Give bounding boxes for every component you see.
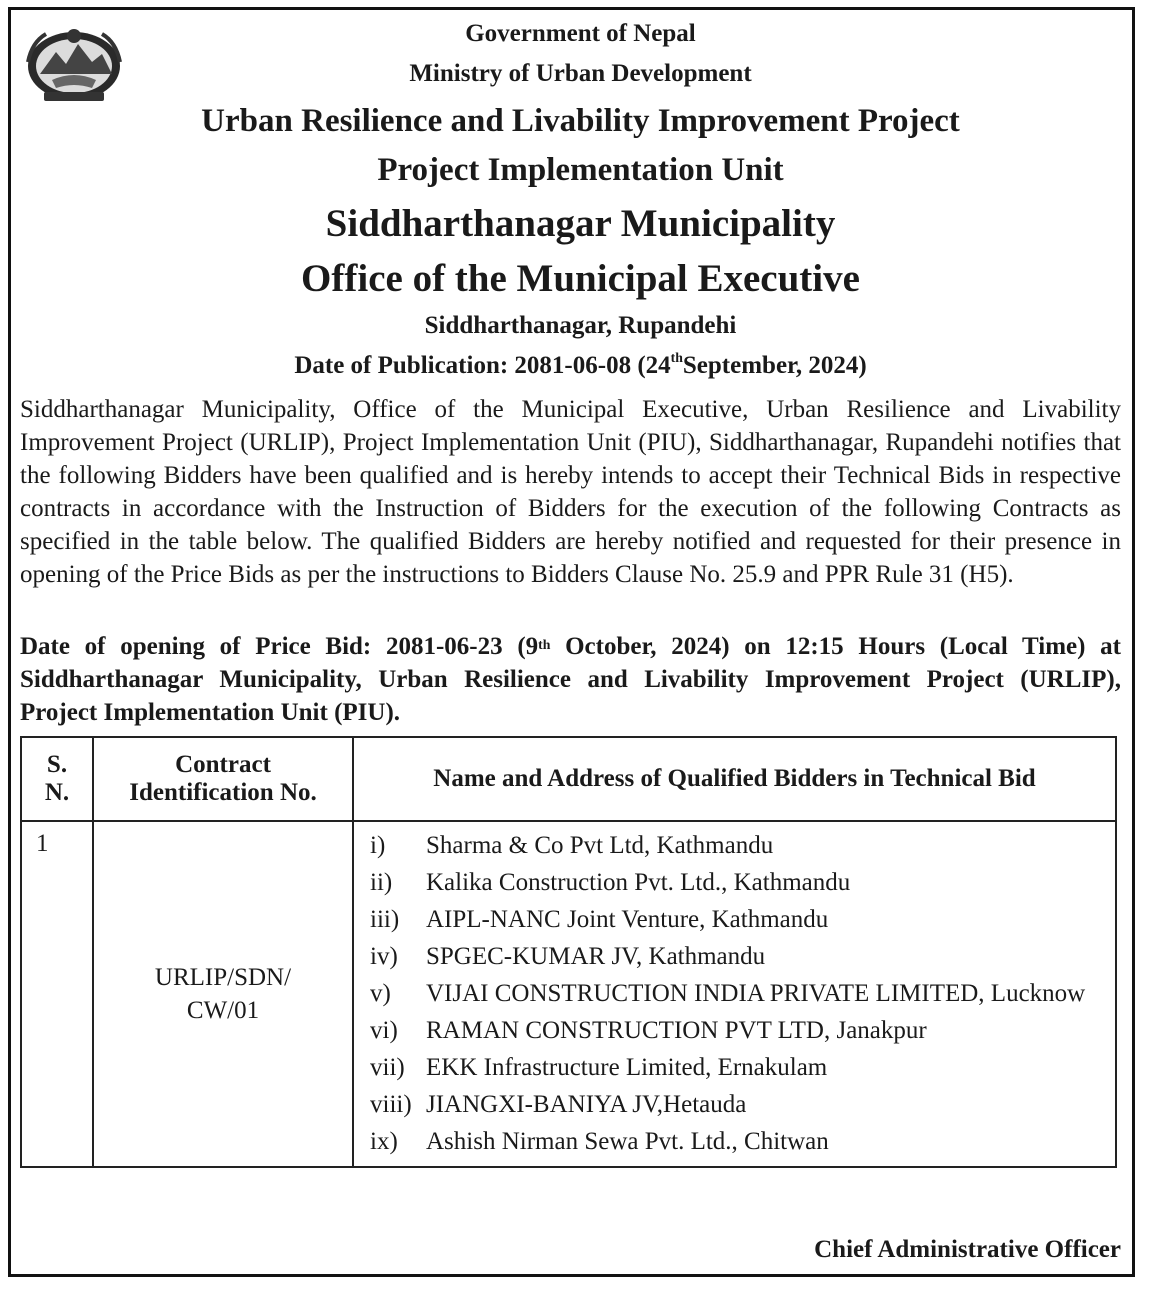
signatory: Chief Administrative Officer — [814, 1236, 1121, 1263]
bidders-list — [353, 821, 1116, 1167]
qualified-bidders-table — [20, 736, 1117, 1168]
table-header-row — [21, 737, 1116, 821]
ministry-title: Ministry of Urban Development — [409, 60, 752, 87]
list-item: vii) EKK Infrastructure Limited, Ernakulam — [370, 1054, 828, 1081]
unit-title: Project Implementation Unit — [377, 152, 784, 188]
row-sn: 1 — [21, 821, 93, 1167]
list-item: iii) AIPL-NANC Joint Venture, Kathmandu — [370, 906, 829, 933]
table-row — [21, 821, 1116, 1167]
price-bid-opening: Date of opening of Price Bid: 2081-06-23 (9th October, 2024) on 12:15 Hours (Local Time) at Siddharthanagar Municipality, Urban Resilience and Livability Improvement Project (URLIP), Project Implementation Unit (PIU). — [20, 633, 1121, 726]
list-item: v) VIJAI CONSTRUCTION INDIA PRIVATE LIMITED, Lucknow — [370, 980, 1086, 1007]
list-item: viii) JIANGXI-BANIYA JV,Hetauda — [370, 1091, 747, 1118]
contract-id: URLIP/SDN/ CW/01 — [93, 821, 353, 1167]
list-item: i) Sharma & Co Pvt Ltd, Kathmandu — [370, 832, 774, 859]
publication-date: Date of Publication: 2081-06-08 (24thSeptember, 2024) — [294, 350, 867, 379]
sn-header: S. N. — [21, 737, 93, 821]
bidders-header: Name and Address of Qualified Bidders in Technical Bid — [353, 737, 1116, 821]
list-item: ix) Ashish Nirman Sewa Pvt. Ltd., Chitwan — [370, 1128, 829, 1155]
project-title: Urban Resilience and Livability Improvement Project — [201, 103, 960, 139]
office-title: Office of the Municipal Executive — [301, 257, 860, 300]
list-item: vi) RAMAN CONSTRUCTION PVT LTD, Janakpur — [370, 1017, 927, 1044]
location-title: Siddharthanagar, Rupandehi — [424, 312, 737, 339]
contract-id-header: Contract Identification No. — [93, 737, 353, 821]
list-item: ii) Kalika Construction Pvt. Ltd., Kathmandu — [370, 869, 851, 896]
list-item: iv) SPGEC-KUMAR JV, Kathmandu — [370, 943, 766, 970]
municipality-title: Siddharthanagar Municipality — [325, 202, 836, 245]
government-title: Government of Nepal — [465, 20, 696, 47]
notice-paragraph: Siddharthanagar Municipality, Office of the Municipal Executive, Urban Resilience and Livability Improvement Project (URLIP), Project Implementation Unit (PIU), Siddharthanagar, Rupandehi notifies that the following Bidders have been qualified and is hereby intends to accept their Technical Bids in respective contracts in accordance with the Instruction of Bidders for the execution of the following Contracts as specified in the table below. The qualified Bidders are hereby notified and requested for their presence in opening of the Price Bids as per the instructions to Bidders Clause No. 25.9 and PPR Rule 31 (H5). — [20, 396, 1121, 588]
